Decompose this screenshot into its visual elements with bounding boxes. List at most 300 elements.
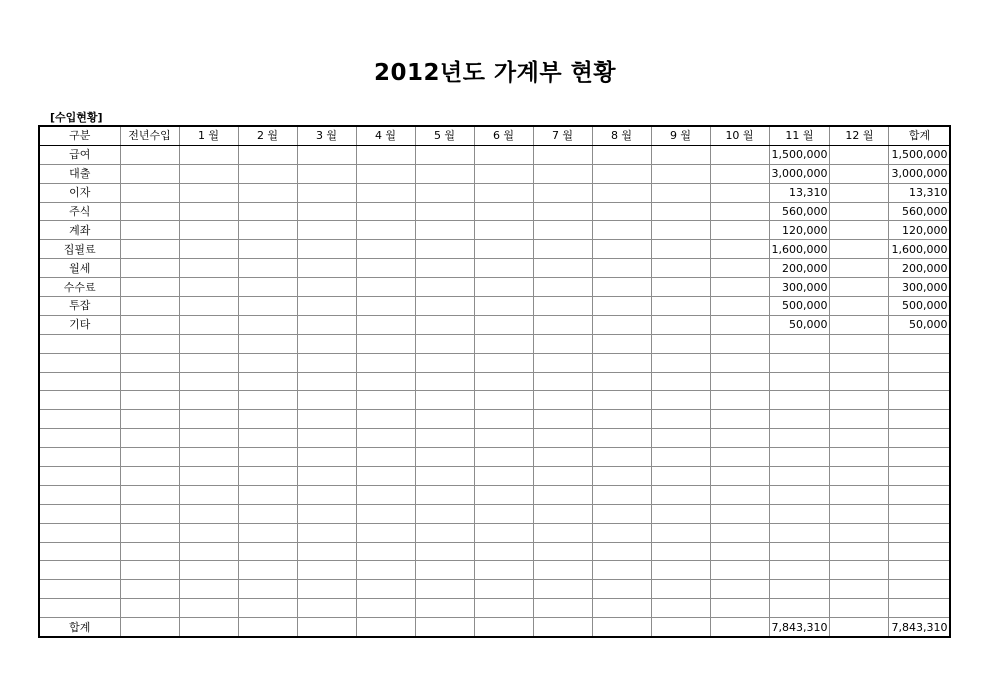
table-cell[interactable]	[769, 334, 830, 353]
table-cell[interactable]	[710, 410, 769, 429]
table-cell[interactable]	[474, 410, 533, 429]
table-cell[interactable]	[297, 542, 356, 561]
table-cell[interactable]	[356, 334, 415, 353]
table-cell[interactable]	[830, 485, 889, 504]
table-cell[interactable]: 집필료	[39, 240, 120, 259]
table-cell[interactable]	[297, 467, 356, 486]
table-cell[interactable]	[533, 183, 592, 202]
table-cell[interactable]	[238, 618, 297, 637]
table-cell[interactable]	[297, 561, 356, 580]
table-cell[interactable]	[39, 485, 120, 504]
table-cell[interactable]	[120, 259, 179, 278]
table-cell[interactable]	[710, 221, 769, 240]
table-cell[interactable]: 투잡	[39, 297, 120, 316]
table-cell[interactable]	[533, 164, 592, 183]
table-cell[interactable]	[769, 353, 830, 372]
table-cell[interactable]	[710, 523, 769, 542]
table-cell[interactable]: 1,600,000	[889, 240, 950, 259]
table-cell[interactable]	[356, 259, 415, 278]
table-cell[interactable]	[533, 410, 592, 429]
table-cell[interactable]	[297, 391, 356, 410]
table-cell[interactable]	[120, 391, 179, 410]
table-cell[interactable]	[889, 485, 950, 504]
table-cell[interactable]	[830, 467, 889, 486]
table-cell[interactable]	[297, 183, 356, 202]
table-cell[interactable]	[356, 164, 415, 183]
table-cell[interactable]	[415, 523, 474, 542]
table-cell[interactable]	[533, 315, 592, 334]
table-cell[interactable]	[356, 221, 415, 240]
table-cell[interactable]	[710, 618, 769, 637]
table-cell[interactable]	[830, 240, 889, 259]
table-cell[interactable]	[120, 315, 179, 334]
table-cell[interactable]	[651, 599, 710, 618]
table-cell[interactable]	[238, 429, 297, 448]
table-cell[interactable]	[356, 372, 415, 391]
table-cell[interactable]	[592, 467, 651, 486]
table-cell[interactable]	[474, 448, 533, 467]
table-cell[interactable]	[592, 240, 651, 259]
table-cell[interactable]	[889, 542, 950, 561]
table-cell[interactable]: 이자	[39, 183, 120, 202]
table-cell[interactable]	[830, 561, 889, 580]
table-cell[interactable]: 7,843,310	[769, 618, 830, 637]
table-cell[interactable]	[39, 448, 120, 467]
table-cell[interactable]	[297, 410, 356, 429]
table-cell[interactable]	[710, 580, 769, 599]
table-cell[interactable]	[238, 580, 297, 599]
table-cell[interactable]	[533, 391, 592, 410]
table-cell[interactable]	[889, 599, 950, 618]
table-cell[interactable]	[179, 278, 238, 297]
table-cell[interactable]	[39, 523, 120, 542]
table-cell[interactable]	[297, 353, 356, 372]
table-cell[interactable]	[533, 353, 592, 372]
table-cell[interactable]	[651, 391, 710, 410]
table-cell[interactable]	[297, 429, 356, 448]
table-cell[interactable]	[651, 259, 710, 278]
table-cell[interactable]	[179, 561, 238, 580]
table-cell[interactable]	[39, 391, 120, 410]
table-cell[interactable]	[356, 448, 415, 467]
table-cell[interactable]	[474, 297, 533, 316]
table-cell[interactable]	[533, 240, 592, 259]
table-cell[interactable]	[415, 599, 474, 618]
table-cell[interactable]	[533, 297, 592, 316]
table-cell[interactable]	[238, 259, 297, 278]
table-cell[interactable]	[592, 202, 651, 221]
table-cell[interactable]	[769, 485, 830, 504]
table-cell[interactable]: 계좌	[39, 221, 120, 240]
table-cell[interactable]	[474, 485, 533, 504]
table-cell[interactable]	[830, 145, 889, 164]
table-cell[interactable]	[120, 467, 179, 486]
table-cell[interactable]	[889, 467, 950, 486]
table-cell[interactable]	[592, 599, 651, 618]
table-cell[interactable]	[120, 599, 179, 618]
table-cell[interactable]	[769, 599, 830, 618]
table-cell[interactable]	[474, 523, 533, 542]
table-cell[interactable]	[592, 297, 651, 316]
table-cell[interactable]	[120, 429, 179, 448]
table-cell[interactable]	[356, 561, 415, 580]
table-cell[interactable]	[39, 334, 120, 353]
table-cell[interactable]	[120, 240, 179, 259]
table-cell[interactable]	[415, 164, 474, 183]
table-cell[interactable]	[179, 202, 238, 221]
table-cell[interactable]	[238, 334, 297, 353]
table-cell[interactable]	[415, 391, 474, 410]
table-cell[interactable]	[356, 410, 415, 429]
table-cell[interactable]	[356, 618, 415, 637]
table-cell[interactable]	[415, 278, 474, 297]
table-cell[interactable]	[238, 542, 297, 561]
table-cell[interactable]	[179, 221, 238, 240]
table-cell[interactable]	[238, 410, 297, 429]
table-cell[interactable]	[179, 183, 238, 202]
table-cell[interactable]	[415, 372, 474, 391]
table-cell[interactable]	[39, 353, 120, 372]
table-cell[interactable]	[179, 485, 238, 504]
table-cell[interactable]	[39, 429, 120, 448]
table-cell[interactable]	[179, 410, 238, 429]
table-cell[interactable]	[120, 504, 179, 523]
table-cell[interactable]	[474, 240, 533, 259]
table-cell[interactable]: 합계	[39, 618, 120, 637]
table-cell[interactable]	[238, 164, 297, 183]
table-cell[interactable]	[533, 618, 592, 637]
table-cell[interactable]	[356, 467, 415, 486]
table-cell[interactable]	[238, 561, 297, 580]
table-cell[interactable]	[651, 448, 710, 467]
table-cell[interactable]	[651, 202, 710, 221]
table-cell[interactable]: 주식	[39, 202, 120, 221]
table-cell[interactable]	[710, 467, 769, 486]
table-cell[interactable]: 1,600,000	[769, 240, 830, 259]
table-cell[interactable]	[592, 391, 651, 410]
table-cell[interactable]	[830, 259, 889, 278]
table-cell[interactable]	[710, 315, 769, 334]
table-cell[interactable]	[356, 353, 415, 372]
table-cell[interactable]	[830, 334, 889, 353]
table-cell[interactable]	[415, 240, 474, 259]
table-cell[interactable]	[830, 278, 889, 297]
table-cell[interactable]	[769, 410, 830, 429]
table-cell[interactable]	[238, 391, 297, 410]
table-cell[interactable]: 200,000	[769, 259, 830, 278]
table-cell[interactable]	[651, 164, 710, 183]
table-cell[interactable]	[474, 580, 533, 599]
table-cell[interactable]	[120, 334, 179, 353]
table-cell[interactable]	[533, 580, 592, 599]
table-cell[interactable]	[830, 618, 889, 637]
table-cell[interactable]	[179, 259, 238, 278]
table-cell[interactable]	[533, 542, 592, 561]
table-cell[interactable]: 200,000	[889, 259, 950, 278]
table-cell[interactable]	[651, 410, 710, 429]
table-cell[interactable]	[415, 448, 474, 467]
table-cell[interactable]	[830, 523, 889, 542]
table-cell[interactable]	[889, 561, 950, 580]
table-cell[interactable]	[120, 580, 179, 599]
table-cell[interactable]	[592, 183, 651, 202]
table-cell[interactable]: 120,000	[769, 221, 830, 240]
table-cell[interactable]	[592, 485, 651, 504]
table-cell[interactable]	[238, 523, 297, 542]
table-cell[interactable]	[830, 542, 889, 561]
table-cell[interactable]: 13,310	[769, 183, 830, 202]
table-cell[interactable]	[651, 523, 710, 542]
table-cell[interactable]: 500,000	[769, 297, 830, 316]
table-cell[interactable]	[651, 297, 710, 316]
table-cell[interactable]	[474, 202, 533, 221]
table-cell[interactable]	[356, 297, 415, 316]
table-cell[interactable]	[651, 334, 710, 353]
table-cell[interactable]: 120,000	[889, 221, 950, 240]
table-cell[interactable]	[356, 523, 415, 542]
table-cell[interactable]	[533, 467, 592, 486]
table-cell[interactable]	[297, 164, 356, 183]
table-cell[interactable]	[179, 145, 238, 164]
table-cell[interactable]	[533, 221, 592, 240]
table-cell[interactable]	[710, 278, 769, 297]
table-cell[interactable]	[297, 221, 356, 240]
table-cell[interactable]	[592, 410, 651, 429]
table-cell[interactable]	[769, 429, 830, 448]
table-cell[interactable]	[297, 372, 356, 391]
table-cell[interactable]	[179, 542, 238, 561]
table-cell[interactable]	[889, 448, 950, 467]
table-cell[interactable]	[120, 448, 179, 467]
table-cell[interactable]	[39, 410, 120, 429]
table-cell[interactable]	[533, 334, 592, 353]
table-cell[interactable]: 1,500,000	[889, 145, 950, 164]
table-cell[interactable]	[830, 353, 889, 372]
table-cell[interactable]	[592, 334, 651, 353]
table-cell[interactable]	[415, 221, 474, 240]
table-cell[interactable]	[120, 523, 179, 542]
table-cell[interactable]: 50,000	[769, 315, 830, 334]
table-cell[interactable]	[830, 580, 889, 599]
table-cell[interactable]	[830, 221, 889, 240]
table-cell[interactable]	[179, 334, 238, 353]
table-cell[interactable]	[120, 183, 179, 202]
table-cell[interactable]	[533, 278, 592, 297]
table-cell[interactable]	[356, 391, 415, 410]
table-cell[interactable]	[830, 372, 889, 391]
table-cell[interactable]: 대출	[39, 164, 120, 183]
table-cell[interactable]	[415, 542, 474, 561]
table-cell[interactable]	[769, 391, 830, 410]
table-cell[interactable]	[651, 315, 710, 334]
table-cell[interactable]	[592, 353, 651, 372]
table-cell[interactable]	[39, 504, 120, 523]
table-cell[interactable]: 월세	[39, 259, 120, 278]
table-cell[interactable]	[710, 259, 769, 278]
table-cell[interactable]	[710, 561, 769, 580]
table-cell[interactable]: 500,000	[889, 297, 950, 316]
table-cell[interactable]	[356, 599, 415, 618]
table-cell[interactable]	[297, 297, 356, 316]
table-cell[interactable]	[39, 372, 120, 391]
table-cell[interactable]	[592, 504, 651, 523]
table-cell[interactable]	[592, 561, 651, 580]
table-cell[interactable]	[179, 372, 238, 391]
table-cell[interactable]	[179, 429, 238, 448]
table-cell[interactable]	[179, 580, 238, 599]
table-cell[interactable]	[533, 429, 592, 448]
table-cell[interactable]	[533, 599, 592, 618]
table-cell[interactable]	[415, 315, 474, 334]
table-cell[interactable]	[474, 429, 533, 448]
table-cell[interactable]	[889, 334, 950, 353]
table-cell[interactable]	[474, 467, 533, 486]
table-cell[interactable]	[474, 542, 533, 561]
table-cell[interactable]	[889, 372, 950, 391]
table-cell[interactable]	[651, 145, 710, 164]
table-cell[interactable]	[474, 353, 533, 372]
table-cell[interactable]	[474, 334, 533, 353]
table-cell[interactable]	[592, 580, 651, 599]
table-cell[interactable]	[415, 618, 474, 637]
table-cell[interactable]	[710, 542, 769, 561]
table-cell[interactable]	[297, 315, 356, 334]
table-cell[interactable]	[710, 164, 769, 183]
table-cell[interactable]	[297, 202, 356, 221]
table-cell[interactable]: 3,000,000	[889, 164, 950, 183]
table-cell[interactable]	[179, 467, 238, 486]
table-cell[interactable]	[120, 297, 179, 316]
table-cell[interactable]	[238, 372, 297, 391]
table-cell[interactable]	[238, 278, 297, 297]
table-cell[interactable]	[651, 278, 710, 297]
table-cell[interactable]	[356, 278, 415, 297]
table-cell[interactable]	[120, 618, 179, 637]
table-cell[interactable]: 300,000	[889, 278, 950, 297]
table-cell[interactable]	[830, 448, 889, 467]
table-cell[interactable]	[356, 580, 415, 599]
table-cell[interactable]	[120, 410, 179, 429]
table-cell[interactable]	[238, 485, 297, 504]
table-cell[interactable]	[651, 618, 710, 637]
table-cell[interactable]	[710, 240, 769, 259]
table-cell[interactable]	[179, 504, 238, 523]
table-cell[interactable]	[533, 202, 592, 221]
table-cell[interactable]	[592, 372, 651, 391]
table-cell[interactable]	[356, 315, 415, 334]
table-cell[interactable]	[769, 542, 830, 561]
table-cell[interactable]	[651, 467, 710, 486]
table-cell[interactable]	[710, 202, 769, 221]
table-cell[interactable]	[889, 523, 950, 542]
table-cell[interactable]	[297, 334, 356, 353]
table-cell[interactable]	[592, 278, 651, 297]
table-cell[interactable]	[474, 391, 533, 410]
table-cell[interactable]	[830, 599, 889, 618]
table-cell[interactable]	[592, 164, 651, 183]
table-cell[interactable]: 560,000	[889, 202, 950, 221]
table-cell[interactable]	[179, 297, 238, 316]
table-cell[interactable]	[39, 599, 120, 618]
table-cell[interactable]	[415, 504, 474, 523]
table-cell[interactable]	[830, 183, 889, 202]
table-cell[interactable]	[297, 240, 356, 259]
table-cell[interactable]	[710, 334, 769, 353]
table-cell[interactable]	[297, 278, 356, 297]
table-cell[interactable]	[651, 485, 710, 504]
table-cell[interactable]	[238, 504, 297, 523]
table-cell[interactable]	[533, 485, 592, 504]
table-cell[interactable]	[356, 202, 415, 221]
table-cell[interactable]	[710, 504, 769, 523]
table-cell[interactable]	[592, 523, 651, 542]
table-cell[interactable]	[120, 202, 179, 221]
table-cell[interactable]: 급여	[39, 145, 120, 164]
table-cell[interactable]	[297, 599, 356, 618]
table-cell[interactable]	[39, 561, 120, 580]
table-cell[interactable]	[238, 448, 297, 467]
table-cell[interactable]	[179, 523, 238, 542]
table-cell[interactable]	[592, 542, 651, 561]
table-cell[interactable]	[120, 164, 179, 183]
table-cell[interactable]	[710, 353, 769, 372]
table-cell[interactable]	[415, 410, 474, 429]
table-cell[interactable]	[238, 297, 297, 316]
table-cell[interactable]	[297, 618, 356, 637]
table-cell[interactable]	[889, 353, 950, 372]
table-cell[interactable]	[830, 164, 889, 183]
table-cell[interactable]	[415, 353, 474, 372]
table-cell[interactable]	[592, 315, 651, 334]
table-cell[interactable]	[592, 429, 651, 448]
table-cell[interactable]	[474, 145, 533, 164]
table-cell[interactable]	[39, 467, 120, 486]
table-cell[interactable]	[297, 485, 356, 504]
table-cell[interactable]	[238, 599, 297, 618]
table-cell[interactable]	[120, 372, 179, 391]
table-cell[interactable]	[651, 183, 710, 202]
table-cell[interactable]: 560,000	[769, 202, 830, 221]
table-cell[interactable]	[120, 542, 179, 561]
table-cell[interactable]: 수수료	[39, 278, 120, 297]
table-cell[interactable]	[415, 485, 474, 504]
table-cell[interactable]	[769, 561, 830, 580]
table-cell[interactable]	[710, 297, 769, 316]
table-cell[interactable]	[889, 504, 950, 523]
table-cell[interactable]: 50,000	[889, 315, 950, 334]
table-cell[interactable]	[769, 448, 830, 467]
table-cell[interactable]	[415, 259, 474, 278]
table-cell[interactable]	[474, 221, 533, 240]
table-cell[interactable]	[238, 240, 297, 259]
table-cell[interactable]	[889, 580, 950, 599]
table-cell[interactable]	[474, 315, 533, 334]
table-cell[interactable]	[297, 145, 356, 164]
table-cell[interactable]	[415, 145, 474, 164]
table-cell[interactable]	[474, 278, 533, 297]
table-cell[interactable]	[474, 504, 533, 523]
table-cell[interactable]	[830, 297, 889, 316]
table-cell[interactable]	[179, 315, 238, 334]
table-cell[interactable]	[179, 391, 238, 410]
table-cell[interactable]: 13,310	[889, 183, 950, 202]
table-cell[interactable]	[592, 221, 651, 240]
table-cell[interactable]	[356, 183, 415, 202]
table-cell[interactable]	[533, 561, 592, 580]
table-cell[interactable]	[238, 183, 297, 202]
table-cell[interactable]	[238, 315, 297, 334]
table-cell[interactable]	[830, 315, 889, 334]
